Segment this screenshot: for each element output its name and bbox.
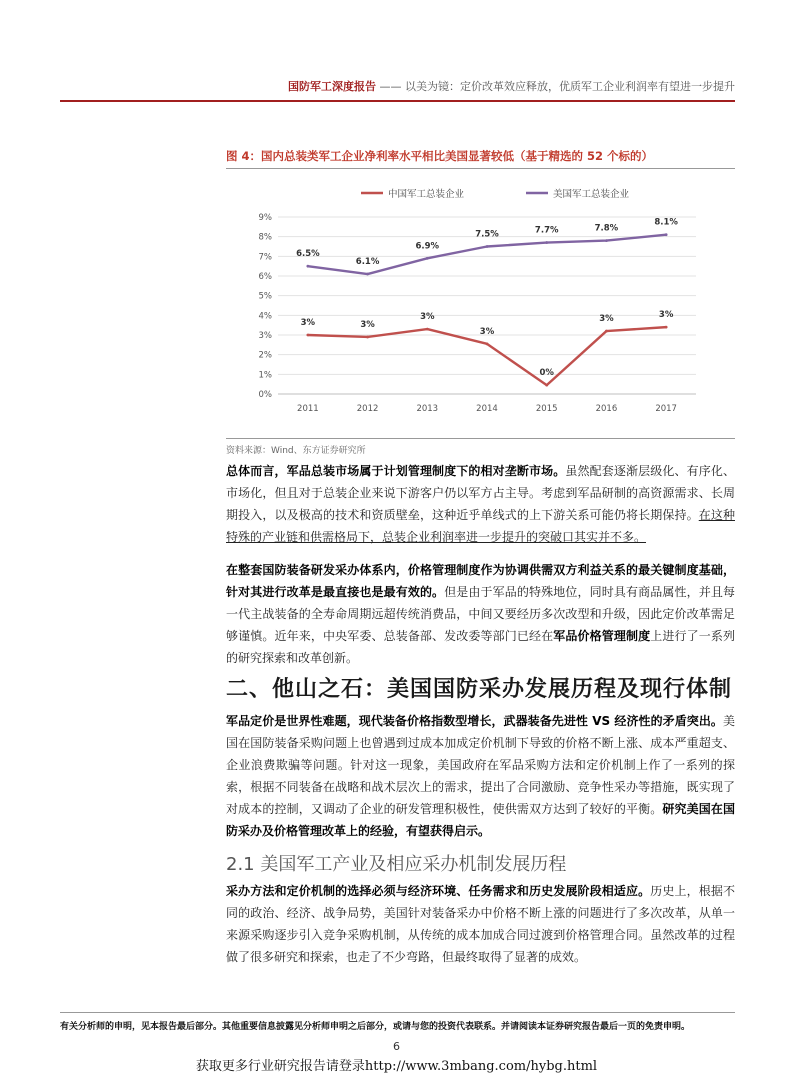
x-tick-label: 2014	[476, 404, 498, 414]
paragraph-2-emphasis: 军品价格管理制度	[553, 629, 651, 643]
paragraph-3-lead: 军品定价是世界性难题，现代装备价格指数型增长，武器装备先进性 VS 经济性的矛盾突出。	[226, 714, 723, 728]
figure-top-rule	[226, 168, 735, 169]
header-separator: ——	[379, 80, 402, 93]
series-line-1	[308, 235, 666, 274]
y-tick-label: 4%	[258, 311, 272, 322]
analyst-disclaimer: 有关分析师的申明，见本报告最后部分。其他重要信息披露见分析师申明之后部分，或请与您的投资代表联系。并请阅读本证券研究报告最后一页的免责申明。	[60, 1022, 691, 1032]
page-number: 6	[393, 1040, 400, 1053]
report-title: 国防军工深度报告	[288, 80, 376, 93]
paragraph-2	[226, 559, 735, 669]
chart-legend	[361, 188, 630, 200]
paragraph-4	[226, 880, 735, 968]
data-point	[366, 336, 369, 339]
y-tick-label: 2%	[258, 350, 272, 361]
data-point	[486, 342, 489, 345]
y-tick-label: 3%	[258, 331, 272, 341]
chart-series	[296, 218, 678, 387]
data-point	[366, 273, 369, 276]
paragraph-2-body: 但是由于军品的特殊地位，同时具有商品属性，并且每一代主战装备的全寿命周期远超传统消费品，中间又要经历多次改型和升级，因此定价改革需足够谨慎。近年来，中央军委、总装备部、发改委等部门已经在	[226, 585, 735, 643]
x-tick-label: 2015	[535, 404, 558, 414]
x-tick-label: 2017	[655, 404, 677, 414]
y-axis-ticks	[259, 213, 273, 400]
net-margin-line-chart	[226, 172, 735, 430]
paragraph-4-lead: 采办方法和定价机制的选择必须与经济环境、任务需求和历史发展阶段相适应。	[226, 884, 651, 898]
figure-bottom-rule	[226, 438, 735, 439]
x-tick-label: 2011	[297, 404, 319, 414]
promo-link[interactable]: 获取更多行业研究报告请登录http://www.3mbang.com/hybg.html	[195, 1059, 598, 1074]
y-tick-label: 0%	[258, 390, 272, 400]
report-subtitle: 以美为镜：定价改革效应释放，优质军工企业利润率有望进一步提升	[405, 80, 735, 93]
data-label: 3%	[658, 310, 674, 321]
data-point	[545, 241, 548, 244]
chart-gridlines	[278, 217, 696, 394]
x-tick-label: 2013	[416, 404, 439, 414]
legend-label: 美国军工总装企业	[553, 189, 630, 200]
data-point	[605, 239, 608, 242]
data-label: 3%	[479, 326, 495, 337]
x-tick-label: 2016	[595, 404, 618, 414]
data-point	[486, 245, 489, 248]
paragraph-3-emphasis: 研究美国在国防采办及价格管理改革上的经验，有望获得启示。	[226, 802, 735, 838]
data-label: 7.7%	[534, 225, 559, 236]
figure-source: 资料来源：Wind、东方证券研究所	[226, 446, 366, 456]
y-tick-label: 5%	[258, 291, 272, 302]
data-label: 8.1%	[654, 217, 678, 228]
paragraph-4-body: 历史上，根据不同的政治、经济、战争局势，美国针对装备采办中价格不断上涨的问题进行了多次改革，从单一来源采购逐步引入竞争采购机制，从传统的成本加成合同过渡到价格管理合同。虽然改革的过程做了很多研究和探索，也走了不少弯路，但最终取得了显著的成效。	[226, 884, 735, 964]
data-point	[545, 384, 548, 387]
paragraph-2-lead: 在整套国防装备研发采办体系内，价格管理制度作为协调供需双方利益关系的最关键制度基础，针对其进行改革是最直接也是最有效的。	[226, 563, 735, 599]
data-label: 3%	[420, 312, 435, 323]
data-label: 3%	[300, 318, 316, 328]
section-heading-2: 二、他山之石：美国国防采办发展历程及现行体制	[226, 677, 733, 702]
data-point	[605, 330, 608, 333]
y-tick-label: 1%	[258, 370, 272, 381]
paragraph-2-tail: 上进行了一系列的研究探索和改革创新。	[226, 629, 735, 665]
data-point	[306, 265, 309, 268]
data-label: 7.8%	[594, 223, 619, 234]
y-tick-label: 8%	[258, 232, 272, 243]
data-label: 3%	[599, 314, 614, 325]
data-point	[426, 328, 429, 331]
y-tick-label: 9%	[258, 213, 272, 223]
section-heading-2-1: 2.1 美国军工产业及相应采办机制发展历程	[226, 854, 567, 875]
page-header	[60, 78, 735, 98]
paragraph-1-underlined: 在这种特殊的产业链和供需格局下，总装企业利润率进一步提升的突破口其实并不多。	[226, 508, 735, 544]
data-point	[306, 334, 309, 337]
data-label: 3%	[360, 319, 375, 330]
x-axis-ticks	[297, 404, 677, 414]
y-tick-label: 7%	[258, 252, 272, 263]
figure-title: 图 4：国内总装类军工企业净利率水平相比美国显著较低（基于精选的 52 个标的）	[226, 149, 654, 163]
paragraph-1-body: 虽然配套逐渐层级化、有序化、市场化，但且对于总装企业来说下游客户仍以军方占主导。考虑到军品研制的高资源需求、长周期投入，以及极高的技术和资质壁垒，这种近乎单线式的上下游关系可能仍将长期保持。	[226, 464, 735, 522]
data-label: 6.9%	[415, 241, 440, 252]
data-label: 6.5%	[296, 249, 320, 260]
header-rule	[60, 100, 735, 102]
footer-rule	[60, 1012, 735, 1013]
paragraph-3	[226, 710, 735, 842]
legend-label: 中国军工总装企业	[388, 189, 465, 200]
y-tick-label: 6%	[258, 272, 272, 282]
data-label: 7.5%	[475, 229, 499, 240]
data-point	[665, 326, 668, 329]
x-tick-label: 2012	[356, 404, 379, 414]
paragraph-1	[226, 460, 735, 548]
paragraph-3-body: 美国在国防装备采购问题上也曾遇到过成本加成定价机制下导致的价格不断上涨、成本严重超支、企业浪费欺骗等问题。针对这一现象，美国政府在军品采购方法和定价机制上作了一系列的探索，根据不同装备在战略和战术层次上的需求，提出了合同激励、竞争性采办等措施，既实现了对成本的控制，又调动了企业的研发管理积极性，使供需双方达到了较好的平衡。	[226, 714, 735, 816]
paragraph-1-lead: 总体而言，军品总装市场属于计划管理制度下的相对垄断市场。	[226, 464, 566, 478]
data-label: 6.1%	[355, 257, 380, 268]
data-point	[426, 257, 429, 260]
data-point	[665, 233, 668, 236]
data-label: 0%	[539, 368, 554, 379]
